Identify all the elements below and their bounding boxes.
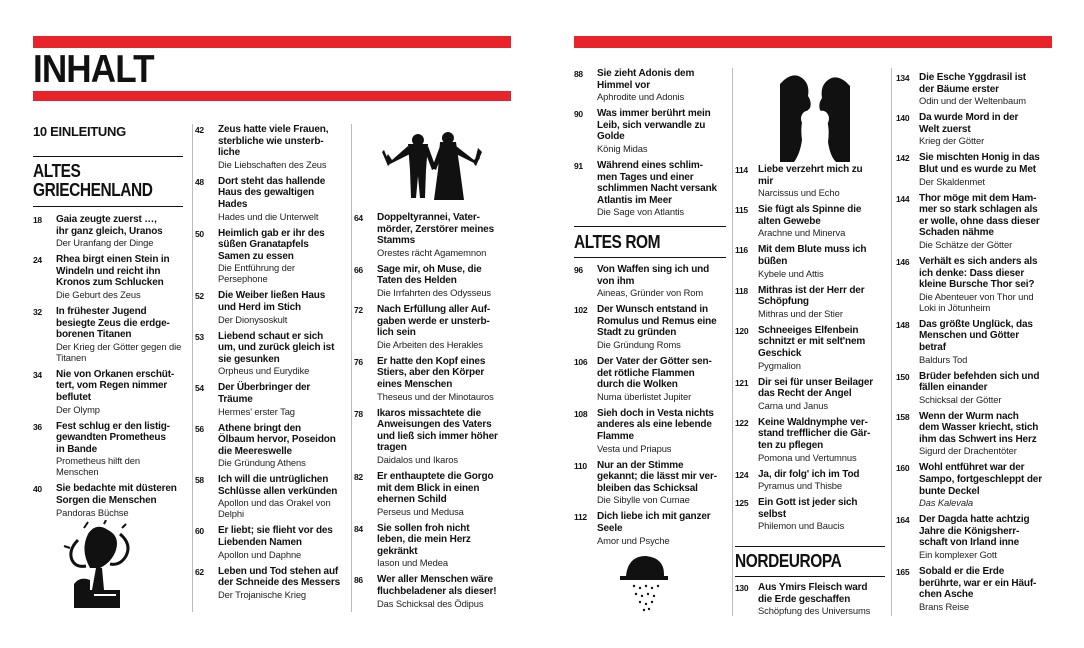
section-rule-greek-top — [33, 156, 183, 157]
entry-subtitle: Aineas, Gründer von Rom — [597, 287, 704, 299]
entry-title: Dir sei für unser Beilager das Recht der Angel — [758, 376, 874, 400]
page-number: 106 — [574, 356, 588, 367]
page-title: INHALT — [33, 48, 154, 91]
entry-subtitle: Pygmalion — [758, 359, 801, 371]
entry-subtitle: Der Olymp — [56, 403, 100, 415]
entry-title: Doppeltyrannei, Vater- mörder, Zerstörer meines Stamms — [377, 212, 495, 247]
entry-title: Nach Erfüllung aller Auf- gaben werde er unsterb- lich sein — [377, 303, 491, 339]
entry-title: Er liebt; sie flieht vor des Liebenden Namen — [218, 525, 333, 549]
pandora-box-illustration — [60, 520, 140, 612]
entry-title: Ich will die untrüglichen Schlüsse allen verkünden — [218, 474, 338, 497]
entry-subtitle: Hermes' erster Tag — [218, 405, 295, 417]
page-number: 24 — [33, 255, 42, 266]
entry-subtitle: Carna und Janus — [758, 399, 828, 411]
entry-subtitle: Schöpfung des Universums — [758, 605, 871, 617]
entry-subtitle: Theseus und der Minotauros — [377, 390, 494, 402]
page-number: 142 — [896, 153, 910, 164]
page-number: 84 — [354, 523, 363, 534]
entry-subtitle: Ein komplexer Gott — [919, 549, 997, 561]
page-number: 50 — [195, 228, 204, 239]
column-divider-1 — [192, 124, 193, 612]
page-number: 91 — [574, 160, 583, 171]
page-number: 48 — [195, 176, 204, 187]
page-number: 40 — [33, 484, 42, 495]
entry-subtitle: Baldurs Tod — [919, 353, 968, 365]
toc-entry[interactable] — [354, 356, 514, 402]
page-number: 76 — [354, 356, 363, 367]
entry-subtitle: Pyramus und Thisbe — [758, 480, 843, 492]
entry-title: Der Überbringer der Träume — [218, 382, 311, 405]
entry-subtitle: Die Entführung der Persephone — [218, 262, 295, 285]
toc-entry[interactable] — [896, 462, 1054, 508]
entry-title: Die Esche Yggdrasil ist der Bäume erster — [919, 72, 1026, 95]
toc-entry[interactable] — [574, 160, 730, 217]
page-number: 148 — [896, 319, 910, 330]
entry-title: Ja, dir folg' ich im Tod — [758, 468, 860, 480]
entry-title: Der Dagda hatte achtzig Jahre die Königsherr- schaft von Irland inne — [919, 514, 1030, 549]
page-number: 66 — [354, 264, 363, 275]
toc-entry[interactable] — [354, 212, 514, 258]
entry-subtitle: Die Gründung Athens — [218, 457, 306, 469]
entry-title: Gaia zeugte zuerst …, ihr ganz gleich, Uranos — [56, 214, 163, 237]
page-number: 120 — [735, 325, 749, 336]
toc-entry[interactable] — [735, 582, 889, 616]
entry-subtitle: Philemon und Baucis — [758, 520, 845, 532]
toc-entry[interactable] — [354, 574, 514, 608]
page-number: 52 — [195, 291, 204, 302]
entry-title: Keine Waldnymphe ver- stand trefflicher die Gär- ten zu pflegen — [758, 416, 871, 451]
entry-title: Wenn der Wurm nach dem Wasser kriecht, stich ihm das Schwert ins Herz — [919, 410, 1039, 445]
entry-title: Sie mischten Honig in das Blut und es wurde zu Met — [919, 152, 1040, 175]
page-number: 110 — [574, 460, 587, 471]
entry-title: Mit dem Blute muss ich büßen — [758, 244, 867, 267]
toc-entry[interactable] — [896, 193, 1054, 250]
page-number: 86 — [354, 575, 363, 586]
entry-subtitle: Das Kalevala — [919, 497, 974, 509]
entry-subtitle: Der Skaldenmet — [919, 175, 985, 187]
entry-subtitle: König Midas — [597, 142, 648, 154]
page-number: 53 — [195, 331, 204, 342]
toc-entry[interactable] — [896, 371, 1054, 405]
entry-title: Aus Ymirs Fleisch ward die Erde geschaffen — [758, 582, 868, 605]
page-number: 158 — [896, 411, 910, 422]
toc-entry[interactable] — [896, 152, 1054, 186]
page-number: 36 — [33, 421, 42, 432]
entry-title: Die Weiber ließen Haus und Herd im Stich — [218, 290, 326, 313]
entry-title: Heimlich gab er ihr des süßen Granatapfels Samen zu essen — [218, 227, 325, 262]
entry-title: Sie fügt als Spinne die alten Gewebe — [758, 204, 862, 227]
toc-entry[interactable] — [33, 421, 189, 478]
lovers-heart-illustration — [780, 70, 850, 162]
column-1 — [33, 214, 189, 524]
page-number: 42 — [195, 125, 204, 135]
toc-entry[interactable] — [33, 214, 189, 248]
column-divider-3 — [732, 68, 733, 616]
page-number: 118 — [735, 285, 748, 296]
page-number: 58 — [195, 475, 204, 486]
toc-entry[interactable] — [896, 514, 1054, 560]
toc-entry[interactable] — [195, 124, 349, 170]
entry-subtitle: Brans Reise — [919, 600, 969, 612]
toc-entry[interactable] — [574, 511, 730, 545]
toc-entry[interactable] — [354, 264, 514, 298]
toc-entry[interactable] — [735, 285, 889, 319]
section-rule-north-bottom — [735, 576, 885, 577]
page-number: 96 — [574, 265, 583, 275]
entry-subtitle: Orestes rächt Agamemnon — [377, 246, 487, 258]
column-2 — [195, 124, 349, 606]
entry-title: Sobald er die Erde berührte, war er ein Häuf- chen Asche — [919, 566, 1037, 601]
toc-entry[interactable] — [574, 356, 730, 402]
toc-entry[interactable] — [735, 325, 889, 371]
entry-subtitle: Der Uranfang der Dinge — [56, 237, 154, 249]
entry-title: Sie sollen froh nicht leben, die mein Herz gekränkt — [377, 522, 471, 557]
entry-subtitle: Perseus und Medusa — [377, 505, 464, 517]
entry-title: Ikaros missachtete die Anweisungen des Vaters und ließ sich immer höher tragen — [377, 407, 498, 454]
section-rule-greek-bottom — [33, 206, 183, 207]
entry-subtitle: Schicksal der Götter — [919, 393, 1002, 405]
column-divider-2 — [351, 124, 352, 612]
entry-title: Während eines schlim- men Tages und einer schlimmen Nacht versank Atlantis im Meer — [597, 159, 717, 206]
entry-subtitle: Sigurd der Drachentöter — [919, 445, 1017, 457]
entry-subtitle: Die Geburt des Zeus — [56, 288, 141, 300]
toc-entry[interactable] — [574, 264, 730, 298]
entry-subtitle: Apollon und Daphne — [218, 548, 302, 560]
page-number: 150 — [896, 371, 910, 382]
top-red-bar-left — [33, 36, 511, 48]
intro-entry[interactable]: 10 EINLEITUNG — [33, 124, 126, 139]
page-number: 144 — [896, 193, 910, 204]
section-title-north: NORDEUROPA — [735, 551, 842, 571]
entry-subtitle: Prometheus hilft den Menschen — [56, 455, 140, 478]
column-divider-4 — [891, 68, 892, 616]
inhalt-underline-bar — [33, 91, 511, 101]
page-number: 72 — [354, 304, 363, 315]
toc-entry[interactable] — [735, 417, 889, 463]
entry-subtitle: Die Abenteuer von Thor und Loki in Jötunheim — [919, 290, 1034, 313]
entry-title: Dort steht das hallende Haus des gewaltigen Hades — [218, 175, 326, 210]
entry-subtitle: Die Liebschaften des Zeus — [218, 158, 327, 170]
entry-title: Thor möge mit dem Ham- mer so stark schlagen als er wolle, ohne dass dieser Schaden nähme — [919, 192, 1040, 239]
entry-title: Liebe verzehrt mich zu mir — [758, 164, 863, 187]
entry-title: Wer aller Menschen wäre fluchbeladener als dieser! — [377, 574, 497, 598]
entry-title: Sie zieht Adonis dem Himmel vor — [597, 68, 695, 91]
page-number: 62 — [195, 566, 204, 577]
toc-entry[interactable] — [195, 423, 349, 469]
toc-entry[interactable] — [195, 525, 349, 559]
page-number: 160 — [896, 463, 910, 474]
entry-subtitle: Die Sage von Atlantis — [597, 206, 685, 218]
toc-entry[interactable] — [33, 306, 189, 363]
entry-title: Er enthauptete die Gorgo mit dem Blick in einen ehernen Schild — [377, 470, 494, 506]
page-number: 102 — [574, 305, 588, 316]
page-number: 165 — [896, 567, 910, 578]
entry-title: Von Waffen sing ich und von ihm — [597, 264, 710, 287]
entry-title: Brüder befehden sich und fällen einander — [919, 370, 1040, 394]
toc-entry[interactable] — [195, 474, 349, 519]
entry-subtitle: Pomona und Vertumnus — [758, 451, 857, 463]
page-number: 108 — [574, 408, 588, 419]
entry-title: Verhält es sich anders als ich denke: Dass dieser kleine Bursche Thor sei? — [919, 255, 1038, 291]
page-number: 60 — [195, 526, 204, 537]
toc-entry[interactable] — [354, 471, 514, 517]
page-number: 112 — [574, 512, 587, 523]
page-number: 125 — [735, 498, 749, 509]
entry-title: Wohl entführet war der Sampo, fortgeschleppt der bunte Deckel — [919, 462, 1042, 497]
page-number: 64 — [354, 213, 363, 223]
entry-subtitle: Mithras und der Stier — [758, 307, 843, 319]
page-number: 54 — [195, 383, 204, 394]
entry-title: Schneeiges Elfenbein schnitzt er mit selt'nem Geschick — [758, 324, 866, 359]
toc-entry[interactable] — [574, 108, 730, 154]
page-number: 88 — [574, 69, 583, 79]
entry-title: Fest schlug er den listig- gewandten Prometheus in Bande — [56, 420, 170, 455]
entry-title: Zeus hatte viele Frauen, sterbliche wie unsterb- liche — [218, 124, 329, 159]
entry-subtitle: Der Trojanische Krieg — [218, 588, 307, 600]
page-number: 130 — [735, 583, 749, 593]
page-number: 122 — [735, 417, 749, 428]
section-rule-rome-bottom — [574, 257, 726, 258]
toc-entry[interactable] — [195, 331, 349, 377]
toc-entry[interactable] — [574, 408, 730, 454]
toc-entry[interactable] — [195, 382, 349, 416]
section-title-greek: ALTES GRIECHENLAND — [33, 161, 153, 200]
toc-entry[interactable] — [735, 204, 889, 238]
page-number: 56 — [195, 423, 204, 434]
column-5-top — [735, 164, 889, 537]
toc-entry[interactable] — [896, 256, 1054, 313]
page-number: 18 — [33, 215, 42, 225]
entry-subtitle: Die Irrfahrten des Odysseus — [377, 286, 492, 298]
section-rule-north-top — [735, 546, 885, 547]
entry-subtitle: Pandoras Büchse — [56, 506, 129, 518]
entry-subtitle: Der Krieg der Götter gegen die Titanen — [56, 340, 182, 363]
entry-title: In frühester Jugend besiegte Zeus die erdge- borenen Titanen — [56, 305, 170, 341]
entry-title: Was immer berührt mein Leib, sich verwandle zu Golde — [597, 108, 711, 143]
page-number: 124 — [735, 469, 749, 480]
page-number: 82 — [354, 471, 363, 482]
column-4-top — [574, 68, 730, 223]
toc-entry[interactable] — [354, 304, 514, 350]
helmet-head-illustration — [620, 548, 670, 614]
entry-subtitle: Amor und Psyche — [597, 534, 670, 546]
toc-entry[interactable] — [354, 523, 514, 569]
entry-title: Das größte Unglück, das Menschen und Götter betraf — [919, 318, 1033, 353]
entry-subtitle: Die Gründung Roms — [597, 338, 681, 350]
toc-entry[interactable] — [896, 319, 1054, 365]
entry-subtitle: Die Arbeiten des Herakles — [377, 338, 483, 350]
entry-subtitle: Das Schicksal des Ödipus — [377, 597, 484, 609]
page-number: 121 — [735, 377, 749, 388]
entry-title: Der Vater der Götter sen- det rötliche Flammen durch die Wolken — [597, 355, 712, 391]
page-number: 134 — [896, 73, 910, 83]
toc-entry[interactable] — [195, 566, 349, 600]
column-6 — [896, 72, 1054, 618]
toc-entry[interactable] — [896, 112, 1054, 146]
entry-title: Nie von Orkanen erschüt- tert, vom Regen nimmer beflutet — [56, 368, 175, 403]
toc-entry[interactable] — [33, 254, 189, 300]
entry-subtitle: Daidalos und Ikaros — [377, 453, 458, 465]
page-number: 164 — [896, 515, 910, 526]
toc-entry[interactable] — [574, 460, 730, 506]
toc-entry[interactable] — [574, 68, 730, 102]
page-number: 32 — [33, 306, 42, 317]
entry-subtitle: Der Dionysoskult — [218, 313, 288, 325]
page-number: 146 — [896, 256, 910, 267]
entry-title: Da wurde Mord in der Welt zuerst — [919, 112, 1019, 135]
page-number: 115 — [735, 205, 748, 216]
column-4-bottom — [574, 264, 730, 552]
toc-entry[interactable] — [574, 304, 730, 350]
toc-entry[interactable] — [735, 244, 889, 278]
entry-subtitle: Kybele und Attis — [758, 267, 824, 279]
toc-entry[interactable] — [735, 469, 889, 492]
entry-subtitle: Die Schätze der Götter — [919, 238, 1013, 250]
entry-title: Sage mir, oh Muse, die Taten des Helden — [377, 263, 482, 287]
entry-title: Athene bringt den Ölbaum hervor, Poseidon die Meereswelle — [218, 422, 336, 457]
toc-entry[interactable] — [735, 377, 889, 411]
entry-subtitle: Vesta und Priapus — [597, 442, 672, 454]
entry-subtitle: Hades und die Unterwelt — [218, 210, 319, 222]
entry-subtitle: Krieg der Götter — [919, 135, 985, 147]
entry-title: Mithras ist der Herr der Schöpfung — [758, 284, 865, 308]
toc-entry[interactable] — [195, 176, 349, 222]
entry-subtitle: Apollon und das Orakel von Delphi — [218, 497, 331, 520]
entry-subtitle: Narcissus und Echo — [758, 187, 840, 199]
column-3 — [354, 212, 514, 615]
section-rule-rome-top — [574, 226, 726, 227]
page-number: 114 — [735, 165, 748, 175]
toc-entry[interactable] — [896, 411, 1054, 457]
entry-subtitle: Die Sibylle von Cumae — [597, 494, 690, 506]
toc-entry[interactable] — [33, 483, 189, 517]
entry-subtitle: Iason und Medea — [377, 557, 448, 569]
column-5-bottom — [735, 582, 889, 622]
toc-entry[interactable] — [896, 566, 1054, 612]
toc-entry[interactable] — [735, 497, 889, 531]
entry-subtitle: Orpheus und Eurydike — [218, 365, 310, 377]
entry-title: Dich liebe ich mit ganzer Seele — [597, 511, 711, 534]
entry-title: Rhea birgt einen Stein in Windeln und reicht ihn Kronos zum Schlucken — [56, 254, 170, 289]
page-number: 34 — [33, 369, 42, 380]
toc-entry[interactable] — [33, 369, 189, 415]
entry-title: Nur an der Stimme gekannt; die lässt mir ver- bleiben das Schicksal — [597, 459, 717, 494]
entry-subtitle: Aphrodite und Adonis — [597, 91, 685, 103]
toc-entry[interactable] — [195, 228, 349, 285]
section-title-rome: ALTES ROM — [574, 232, 661, 252]
entry-subtitle: Odin und der Weltenbaum — [919, 95, 1026, 107]
gods-silhouette-illustration — [378, 120, 490, 202]
entry-subtitle: Arachne und Minerva — [758, 227, 846, 239]
entry-title: Leben und Tod stehen auf der Schneide des Messers — [218, 565, 341, 589]
entry-title: Er hatte den Kopf eines Stiers, aber den Körper eines Menschen — [377, 355, 486, 390]
page-number: 116 — [735, 245, 748, 256]
toc-entry[interactable] — [735, 164, 889, 198]
entry-title: Ein Gott ist jeder sich selbst — [758, 497, 858, 520]
toc-entry[interactable] — [195, 290, 349, 324]
entry-title: Liebend schaut er sich um, und zurück gleich ist sie gesunken — [218, 330, 335, 365]
entry-subtitle: Numa überlistet Jupiter — [597, 390, 692, 402]
entry-title: Sie bedachte mit düsteren Sorgen die Menschen — [56, 483, 177, 506]
page-number: 78 — [354, 408, 363, 419]
entry-title: Der Wunsch entstand in Romulus und Remus eine Stadt zu gründen — [597, 304, 717, 339]
page-number: 140 — [896, 113, 910, 124]
entry-title: Sieh doch in Vesta nichts anderes als eine lebende Flamme — [597, 407, 714, 442]
toc-entry[interactable] — [896, 72, 1054, 106]
toc-entry[interactable] — [354, 408, 514, 465]
top-red-bar-right — [574, 36, 1052, 48]
page-number: 90 — [574, 109, 583, 120]
